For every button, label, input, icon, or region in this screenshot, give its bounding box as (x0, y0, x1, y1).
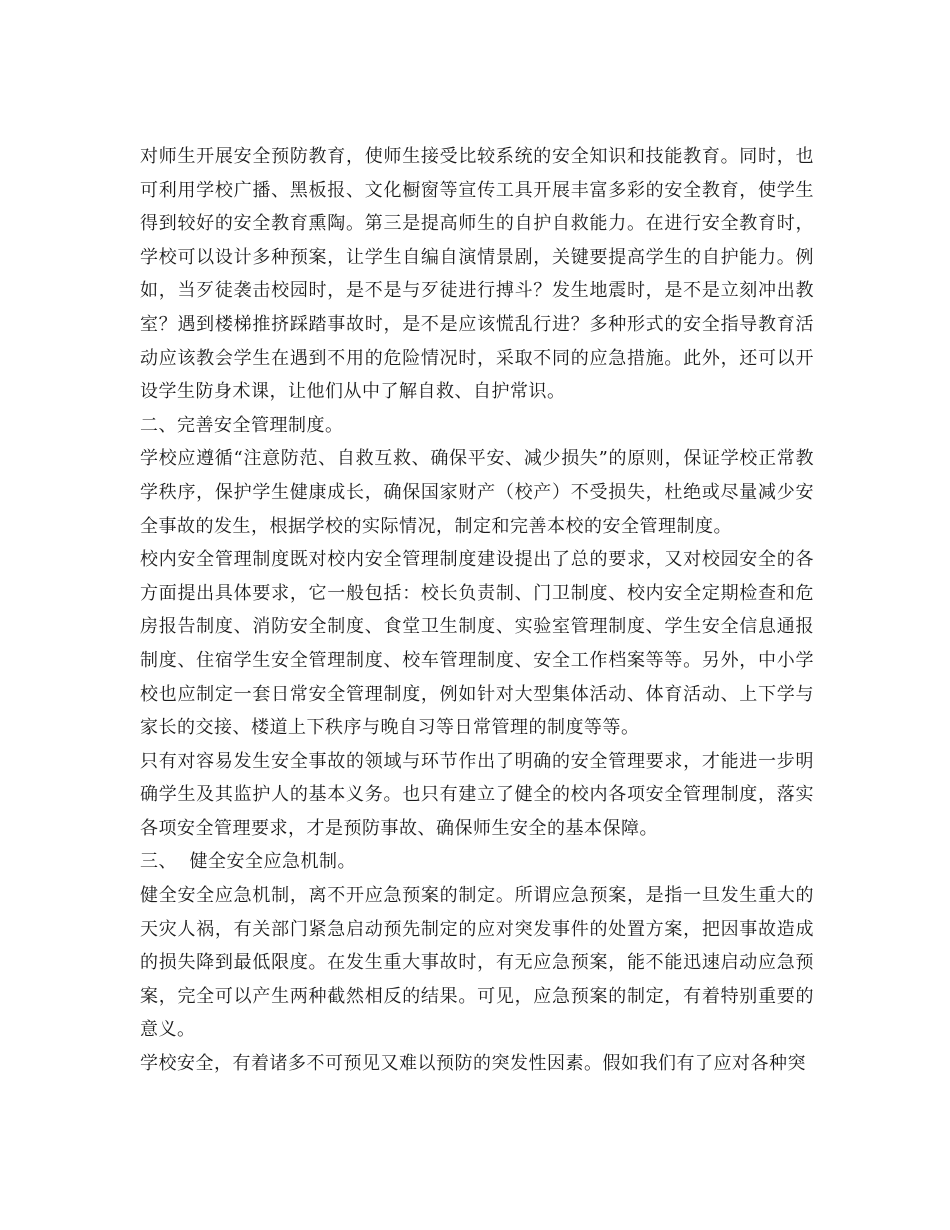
section-heading-emergency-mechanism: 三、 健全安全应急机制。 (140, 851, 356, 873)
paragraph-school-safety: 学校安全，有着诸多不可预见又难以预防的突发性因素。假如我们有了应对各种突 (140, 1053, 806, 1075)
paragraph-management-importance: 只有对容易发生安全事故的领域与环节作出了明确的安全管理要求，才能进一步明确学生及其监护人的基本义务。也只有建立了健全的校内各项安全管理制度，落实各项安全管理要求，才是预防事故、确保师生安全的基本保障。 (140, 750, 814, 839)
section-heading-management-system: 二、完善安全管理制度。 (140, 414, 344, 436)
paragraph-management-principles: 学校应遵循“注意防范、自救互救、确保平安、减少损失”的原则，保证学校正常教学秩序，保护学生健康成长，确保国家财产（校产）不受损失，杜绝或尽量减少安全事故的发生，根据学校的实际情况，制定和完善本校的安全管理制度。 (140, 448, 814, 537)
document-body (140, 140, 814, 1081)
paragraph-emergency-plan: 健全安全应急机制，离不开应急预案的制定。所谓应急预案，是指一旦发生重大的天灾人祸，有关部门紧急启动预先制定的应对突发事件的处置方案，把因事故造成的损失降到最低限度。在发生重大事故时，有无应急预案，能不能迅速启动应急预案，完全可以产生两种截然相反的结果。可见，应急预案的制定，有着特别重要的意义。 (140, 885, 814, 1041)
paragraph-management-contents: 校内安全管理制度既对校内安全管理制度建设提出了总的要求，又对校园安全的各方面提出具体要求，它一般包括：校长负责制、门卫制度、校内安全定期检查和危房报告制度、消防安全制度、食堂卫生制度、实验室管理制度、学生安全信息通报制度、住宿学生安全管理制度、校车管理制度、安全工作档案等等。另外，中小学校也应制定一套日常安全管理制度，例如针对大型集体活动、体育活动、上下学与家长的交接、楼道上下秩序与晚自习等日常管理的制度等等。 (140, 549, 814, 739)
paragraph-safety-education: 对师生开展安全预防教育，使师生接受比较系统的安全知识和技能教育。同时，也可利用学校广播、黑板报、文化橱窗等宣传工具开展丰富多彩的安全教育，使学生得到较好的安全教育熏陶。第三是提高师生的自护自救能力。在进行安全教育时，学校可以设计多种预案，让学生自编自演情景剧，关键要提高学生的自护能力。例如，当歹徒袭击校园时，是不是与歹徒进行搏斗？发生地震时，是不是立刻冲出教室？遇到楼梯推挤踩踏事故时，是不是应该慌乱行进？多种形式的安全指导教育活动应该教会学生在遇到不用的危险情况时，采取不同的应急措施。此外，还可以开设学生防身术课，让他们从中了解自救、自护常识。 (140, 146, 814, 403)
